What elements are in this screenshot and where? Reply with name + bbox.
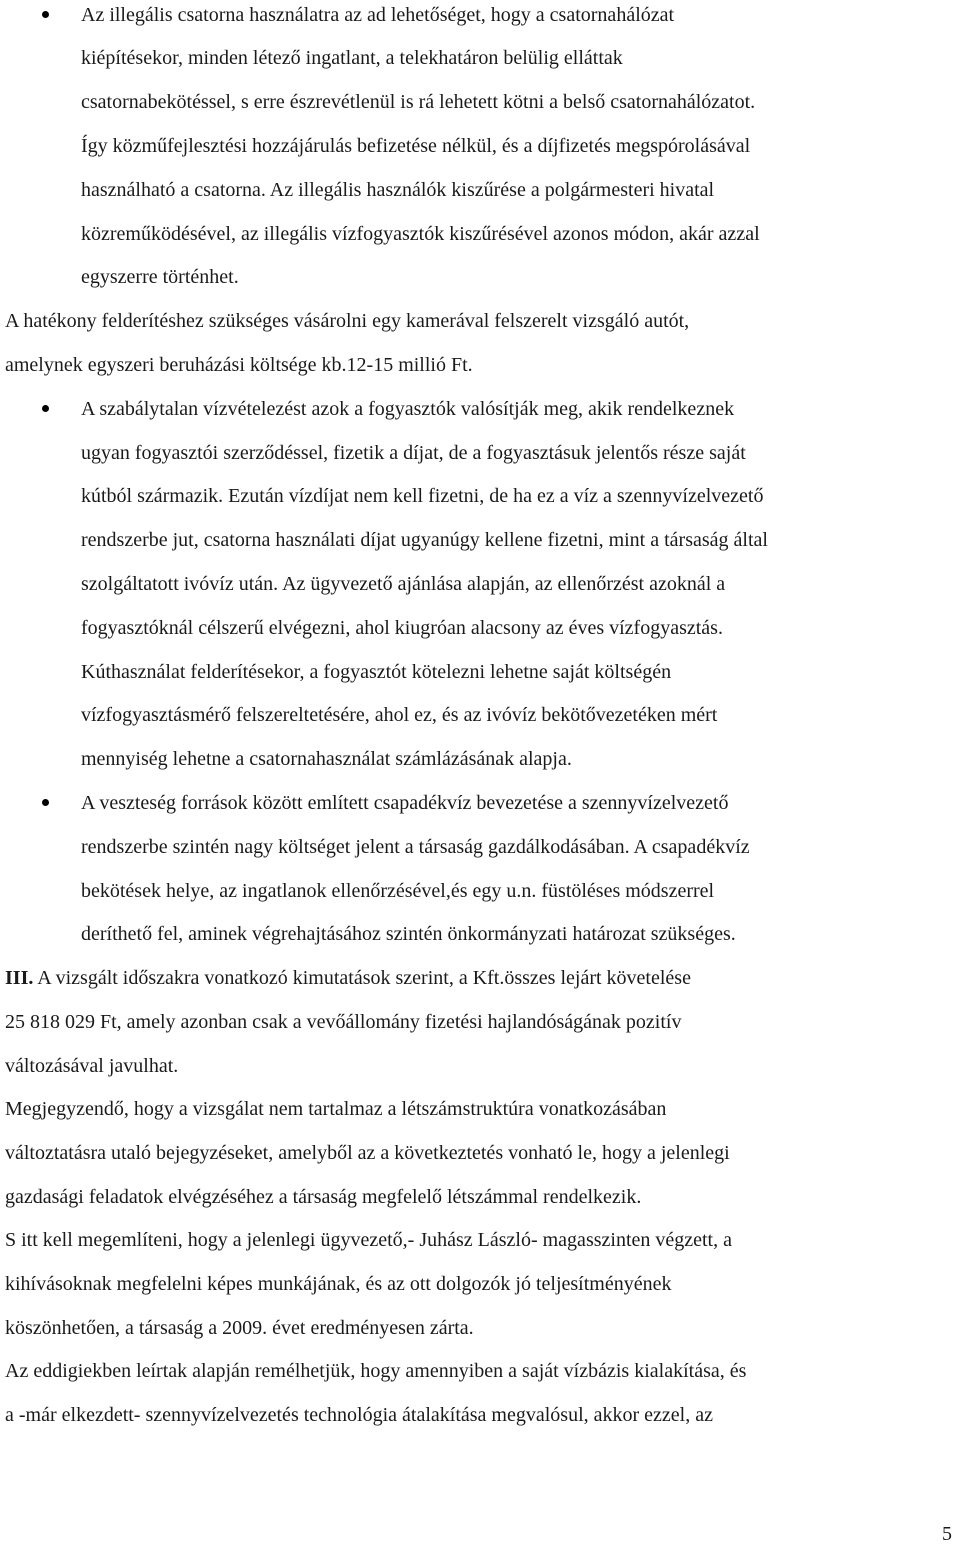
text-line: vízfogyasztásmérő felszereltetésére, ahol ez, és az ivóvíz bekötővezetéken mért: [81, 704, 718, 726]
bullet-marker: [42, 11, 49, 18]
text-line: változásával javulhat.: [5, 1055, 179, 1077]
text-line: deríthető fel, aminek végrehajtásához szintén önkormányzati határozat szükséges.: [81, 923, 736, 945]
text-line: Az eddigiekben leírtak alapján remélhetjük, hogy amennyiben a saját vízbázis kialakítása, és: [5, 1360, 747, 1382]
text-line: Az illegális csatorna használatra az ad lehetőséget, hogy a csatornahálózat: [81, 4, 675, 26]
text-line: kiépítésekor, minden létező ingatlant, a telekhatáron belülig elláttak: [81, 47, 623, 69]
text-line: 25 818 029 Ft, amely azonban csak a vevőállomány fizetési hajlandóságának pozitív: [5, 1011, 682, 1033]
text-span: A vizsgált időszakra vonatkozó kimutatások szerint, a Kft.összes lejárt követelése: [33, 967, 691, 989]
text-line: A veszteség források között említett csapadékvíz bevezetése a szennyvízelvezető: [81, 792, 729, 814]
text-line: amelynek egyszeri beruházási költsége kb.12-15 millió Ft.: [5, 354, 473, 376]
text-line: rendszerbe jut, csatorna használati díjat ugyanúgy kellene fizetni, mint a társaság által: [81, 529, 768, 551]
text-line: A hatékony felderítéshez szükséges vásárolni egy kamerával felszerelt vizsgáló autót,: [5, 310, 690, 332]
text-line: kútból származik. Ezután vízdíjat nem kell fizetni, de ha ez a víz a szennyvízelvezető: [81, 485, 764, 507]
bullet-marker: [42, 799, 49, 806]
text-line: A szabálytalan vízvételezést azok a fogyasztók valósítják meg, akik rendelkeznek: [81, 398, 735, 420]
text-line: bekötések helye, az ingatlanok ellenőrzésével,és egy u.n. füstöléses módszerrel: [81, 880, 715, 902]
text-line: fogyasztóknál célszerű elvégezni, ahol kiugróan alacsony az éves vízfogyasztás.: [81, 617, 723, 639]
text-line: S itt kell megemlíteni, hogy a jelenlegi ügyvezető,- Juhász László- magasszinten végzett, a: [5, 1229, 732, 1251]
text-line: kihívásoknak megfelelni képes munkájának, és az ott dolgozók jó teljesítményének: [5, 1273, 672, 1295]
text-line: szolgáltatott ivóvíz után. Az ügyvezető ajánlása alapján, az ellenőrzést azoknál a: [81, 573, 726, 595]
text-line: használható a csatorna. Az illegális használók kiszűrése a polgármesteri hivatal: [81, 179, 715, 201]
text-line: Kúthasználat felderítésekor, a fogyasztót kötelezni lehetne saját költségén: [81, 661, 672, 683]
text-line: a -már elkezdett- szennyvízelvezetés technológia átalakítása megvalósul, akkor ezzel, az: [5, 1404, 713, 1426]
text-line: Megjegyzendő, hogy a vizsgálat nem tartalmaz a létszámstruktúra vonatkozásában: [5, 1098, 667, 1120]
text-line: gazdasági feladatok elvégzéséhez a társaság megfelelő létszámmal rendelkezik.: [5, 1186, 642, 1208]
bullet-marker: [42, 405, 49, 412]
text-line: közreműködésével, az illegális vízfogyasztók kiszűrésével azonos módon, akár azzal: [81, 223, 760, 245]
text-line: mennyiség lehetne a csatornahasználat számlázásának alapja.: [81, 748, 572, 770]
text-line: csatornabekötéssel, s erre észrevétlenül is rá lehetett kötni a belső csatornahálózatot.: [81, 91, 756, 113]
text-line: köszönhetően, a társaság a 2009. évet eredményesen zárta.: [5, 1317, 474, 1339]
section-line: [5, 966, 691, 990]
text-line: egyszerre történhet.: [81, 266, 239, 288]
text-line: rendszerbe szintén nagy költséget jelent a társaság gazdálkodásában. A csapadékvíz: [81, 836, 750, 858]
section-numeral: III.: [5, 967, 34, 989]
text-line: Így közműfejlesztési hozzájárulás befizetése nélkül, és a díjfizetés megspórolásával: [81, 135, 751, 157]
text-line: ugyan fogyasztói szerződéssel, fizetik a díjat, de a fogyasztásuk jelentős része saját: [81, 442, 746, 464]
page-number: 5: [942, 1523, 952, 1545]
text-line: változtatásra utaló bejegyzéseket, amelyből az a következtetés vonható le, hogy a jelenlegi: [5, 1142, 730, 1164]
